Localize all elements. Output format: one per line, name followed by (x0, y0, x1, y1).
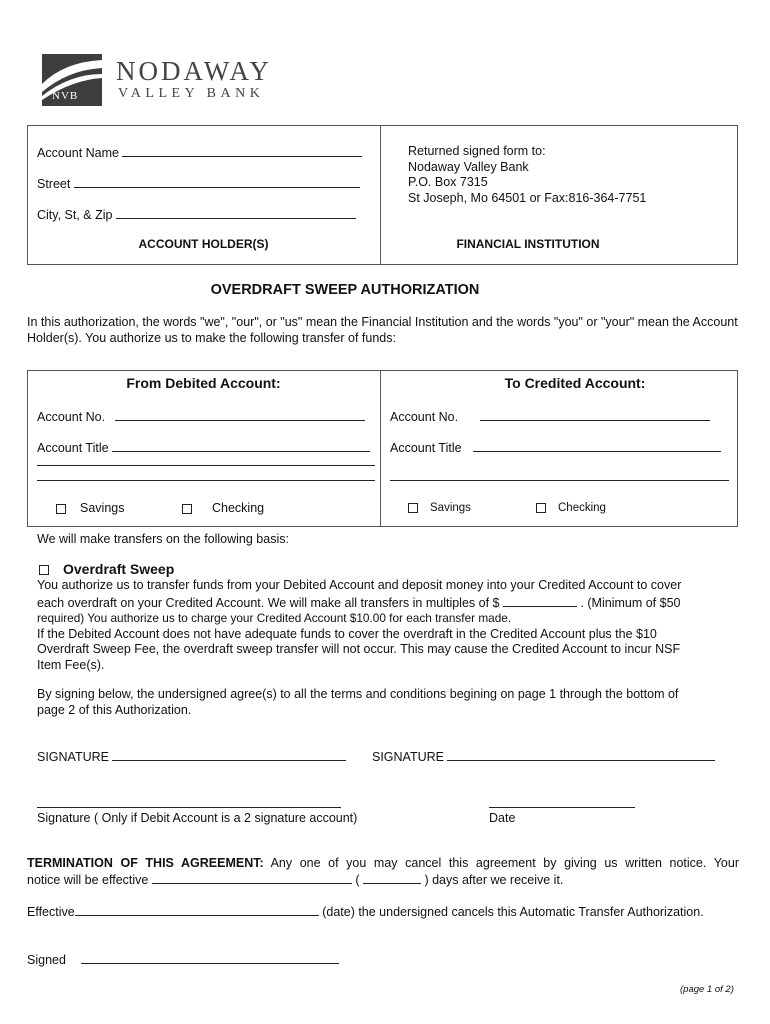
second-signature-caption: Signature ( Only if Debit Account is a 2 signature account) (37, 811, 358, 825)
agreement-line: page 2 of this Authorization. (37, 703, 192, 717)
to-account-title: To Credited Account: (504, 375, 646, 391)
signed-label: Signed (27, 953, 66, 967)
to-checking-label: Checking (558, 502, 606, 514)
effective-text: (date) the undersigned cancels this Automatic Transfer Authorization. (322, 905, 704, 919)
return-line: P.O. Box 7315 (408, 175, 488, 189)
signature-field-1[interactable] (37, 748, 346, 764)
checkbox-icon (182, 504, 192, 514)
date-caption: Date (489, 811, 516, 825)
page-number: (page 1 of 2) (680, 984, 734, 995)
return-line: St Joseph, Mo 64501 or Fax:816-364-7751 (408, 190, 647, 205)
multiples-amount-field[interactable] (503, 594, 577, 607)
termination-text: days after we receive it. (432, 873, 564, 887)
logo-name: NODAWAY (116, 56, 272, 86)
financial-institution-caption: FINANCIAL INSTITUTION (456, 237, 600, 251)
from-savings-checkbox[interactable] (56, 501, 124, 515)
street-field[interactable] (37, 175, 360, 191)
return-address (408, 144, 646, 206)
from-savings-label: Savings (80, 501, 125, 515)
sweep-line: Item Fee(s). (37, 657, 105, 672)
sweep-line: Overdraft Sweep Fee, the overdraft sweep transfer will not occur. This may cause the Credited Account to incur NSF (37, 642, 681, 656)
termination-text: Any one of you may cancel this agreement by giving us written notice. Your (263, 856, 739, 870)
from-account-title-field[interactable] (37, 439, 370, 455)
basis-text: We will make transfers on the following basis: (37, 532, 289, 546)
termination-line-2: notice will be effective ( ) days after we receive it. (27, 873, 564, 887)
bank-logo (42, 54, 282, 110)
logo-subname: VALLEY BANK (118, 86, 265, 101)
return-line: Nodaway Valley Bank (408, 159, 529, 174)
to-account-title-field[interactable] (390, 439, 721, 455)
sweep-line: required) You authorize us to charge your Credited Account $10.00 for each transfer made. (37, 611, 512, 625)
street-label: Street (37, 177, 71, 191)
return-line: Returned signed form to: (408, 144, 546, 158)
notice-effective-field[interactable] (152, 871, 352, 884)
from-checking-label: Checking (212, 501, 265, 515)
signature-label: SIGNATURE (372, 750, 444, 764)
second-signature-line[interactable] (37, 807, 341, 808)
effective-field[interactable] (27, 903, 739, 919)
from-account-no-label: Account No. (37, 410, 106, 424)
checkbox-icon (408, 503, 418, 513)
account-name-label: Account Name (37, 146, 119, 160)
sweep-terms (37, 578, 737, 673)
from-account-no-field[interactable] (37, 408, 365, 424)
intro-paragraph: In this authorization, the words "we", "our", or "us" mean the Financial Institution and the words "you" or "your" mean the Account Holder(s). You authorize us to make the following transfer of funds: (27, 315, 738, 345)
logo-initials: NVB (52, 90, 79, 102)
agreement-line: By signing below, the undersigned agree(s) to all the terms and conditions begining on page 1 through the bottom of (37, 687, 679, 701)
sweep-line: You authorize us to transfer funds from your Debited Account and deposit money into your Credited Account to cover (37, 578, 682, 592)
signed-field[interactable] (27, 951, 339, 967)
to-savings-label: Savings (430, 502, 471, 514)
to-savings-checkbox[interactable] (408, 502, 471, 514)
sweep-line: each overdraft on your Credited Account. We will make all transfers in multiples of $ (37, 595, 500, 610)
termination-line-1 (27, 855, 739, 871)
city-label: City, St, & Zip (37, 208, 113, 222)
sweep-line: If the Debited Account does not have adequate funds to cover the overdraft in the Credited Account plus the $10 (37, 626, 657, 641)
effective-label: Effective (27, 905, 75, 919)
from-account-title-label: Account Title (37, 441, 109, 455)
to-checking-checkbox[interactable] (536, 502, 606, 514)
overdraft-sweep-option[interactable] (39, 561, 174, 577)
sweep-line: . (Minimum of $50 (580, 595, 681, 610)
account-name-field[interactable] (37, 144, 362, 160)
checkbox-icon (56, 504, 66, 514)
sweep-line-multiples (37, 594, 737, 612)
date-line[interactable] (489, 807, 635, 808)
checkbox-icon (536, 503, 546, 513)
to-account-no-label: Account No. (390, 410, 459, 424)
to-account-no-field[interactable] (390, 408, 710, 424)
overdraft-sweep-heading: Overdraft Sweep (63, 561, 175, 577)
city-field[interactable] (37, 206, 356, 222)
page-title: OVERDRAFT SWEEP AUTHORIZATION (210, 282, 480, 298)
termination-text: notice will be effective (27, 873, 149, 887)
notice-days-field[interactable] (363, 871, 421, 884)
signature-label: SIGNATURE (37, 750, 109, 764)
from-account-title: From Debited Account: (126, 375, 281, 391)
termination-lead: TERMINATION OF THIS AGREEMENT: (27, 856, 264, 870)
agreement-text (37, 686, 737, 718)
to-account-title-label: Account Title (390, 441, 462, 455)
from-checking-checkbox[interactable] (182, 501, 264, 515)
account-holder-caption: ACCOUNT HOLDER(S) (138, 237, 269, 251)
signature-field-2[interactable] (372, 748, 715, 764)
termination-paragraph (27, 855, 739, 888)
checkbox-icon (39, 565, 49, 575)
